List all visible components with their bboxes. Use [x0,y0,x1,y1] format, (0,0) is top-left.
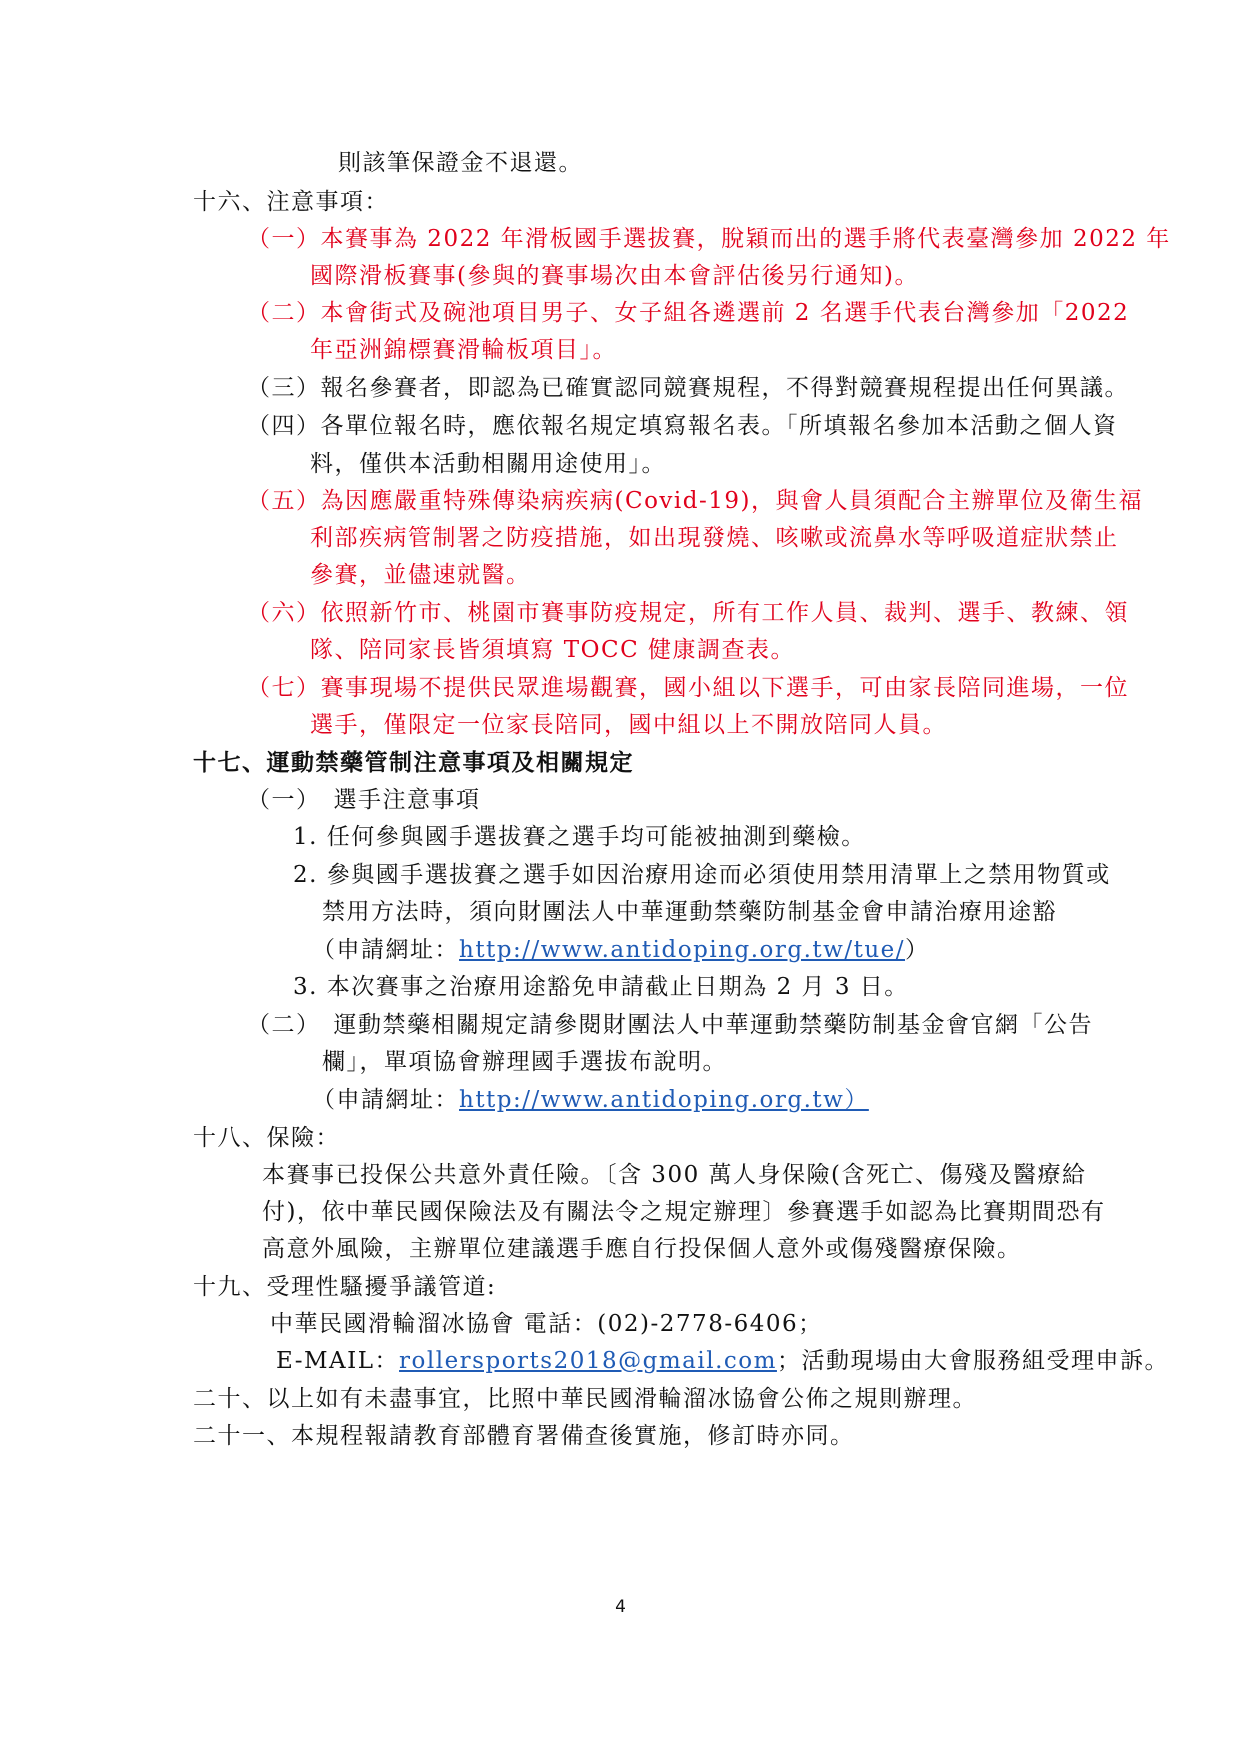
item-17-1-point-2-line-2: 禁用方法時，須向財團法人中華運動禁藥防制基金會申請治療用途豁 [322,899,1057,925]
insurance-line-2: 付)，依中華民國保險法及有關法令之規定辦理〕參賽選手如認為比賽期間恐有 [262,1199,1106,1225]
item-16-1-line-1: （一）本賽事為 2022 年滑板國手選拔賽，脫穎而出的選手將代表臺灣參加 2022 年 [247,226,1171,252]
item-17-2-line-1: （二） 運動禁藥相關規定請參閱財團法人中華運動禁藥防制基金會官網「公告 [247,1012,1093,1038]
antidoping-url-line [312,1085,869,1115]
item-17-1-point-2-line-1: 2. 參與國手選拔賽之選手如因治療用途而必須使用禁用清單上之禁用物質或 [293,862,1111,888]
page-number: 4 [615,1597,626,1617]
item-16-2-line-1: （二）本會街式及碗池項目男子、女子組各遴選前 2 名選手代表台灣參加「2022 [247,300,1130,326]
section-21: 二十一、本規程報請教育部體育署備查後實施，修訂時亦同。 [193,1423,855,1449]
item-16-4-line-2: 料，僅供本活動相關用途使用」。 [310,451,666,477]
email-label: E-MAIL： [276,1348,400,1374]
email-link[interactable]: rollersports2018@gmail.com [399,1348,777,1374]
item-16-6-line-2: 隊、陪同家長皆須填寫 TOCC 健康調查表。 [310,637,796,663]
email-suffix: ；活動現場由大會服務組受理申訴。 [776,1348,1169,1374]
item-17-1-heading: （一） 選手注意事項 [247,787,481,813]
item-16-7-line-1: （七）賽事現場不提供民眾進場觀賽，國小組以下選手，可由家長陪同進場，一位 [247,675,1129,701]
line-deposit-note: 則該筆保證金不退還。 [338,150,583,176]
item-16-5-line-3: 參賽，並儘速就醫。 [310,562,531,588]
tue-url-line [312,935,930,965]
section-17-heading: 十七、運動禁藥管制注意事項及相關規定 [193,749,634,776]
antidoping-url-link[interactable]: http://www.antidoping.org.tw） [459,1087,869,1113]
item-17-2-line-2: 欄」，單項協會辦理國手選拔布說明。 [322,1049,727,1075]
item-16-7-line-2: 選手，僅限定一位家長陪同，國中組以上不開放陪同人員。 [310,712,947,738]
insurance-line-1: 本賽事已投保公共意外責任險。〔含 300 萬人身保險(含死亡、傷殘及醫療給 [262,1162,1087,1188]
tue-url-prefix: （申請網址： [312,937,459,963]
item-16-5-line-2: 利部疾病管制署之防疫措施，如出現發燒、咳嗽或流鼻水等呼吸道症狀禁止 [310,525,1119,551]
section-16-heading: 十六、注意事項： [193,189,389,215]
antidoping-url-prefix: （申請網址： [312,1087,459,1113]
tue-url-suffix: ） [905,937,930,963]
tue-url-link[interactable]: http://www.antidoping.org.tw/tue/ [459,937,906,963]
item-16-4-line-1: （四）各單位報名時，應依報名規定填寫報名表。「所填報名參加本活動之個人資 [247,413,1118,439]
section-20: 二十、以上如有未盡事宜，比照中華民國滑輪溜冰協會公佈之規則辦理。 [193,1386,977,1412]
item-17-1-point-1: 1. 任何參與國手選拔賽之選手均可能被抽測到藥檢。 [293,824,866,850]
item-16-3: （三）報名參賽者，即認為已確實認同競賽規程，不得對競賽規程提出任何異議。 [247,375,1129,401]
item-16-2-line-2: 年亞洲錦標賽滑輪板項目」。 [310,337,617,363]
insurance-line-3: 高意外風險，主辦單位建議選手應自行投保個人意外或傷殘醫療保險。 [262,1236,1022,1262]
item-17-1-point-3: 3. 本次賽事之治療用途豁免申請截止日期為 2 月 3 日。 [293,974,909,1000]
item-16-5-line-1: （五）為因應嚴重特殊傳染病疾病(Covid-19)，與會人員須配合主辦單位及衛生福 [247,488,1144,514]
item-16-1-line-2: 國際滑板賽事(參與的賽事場次由本會評估後另行通知)。 [310,263,919,289]
section-19-heading: 十九、受理性騷擾爭議管道: [193,1274,497,1300]
section-18-heading: 十八、保險： [193,1125,340,1151]
association-phone: 中華民國滑輪溜冰協會 電話：(02)-2778-6406； [270,1311,823,1337]
email-line [276,1346,1169,1376]
item-16-6-line-1: （六）依照新竹市、桃園市賽事防疫規定，所有工作人員、裁判、選手、教練、領 [247,600,1129,626]
